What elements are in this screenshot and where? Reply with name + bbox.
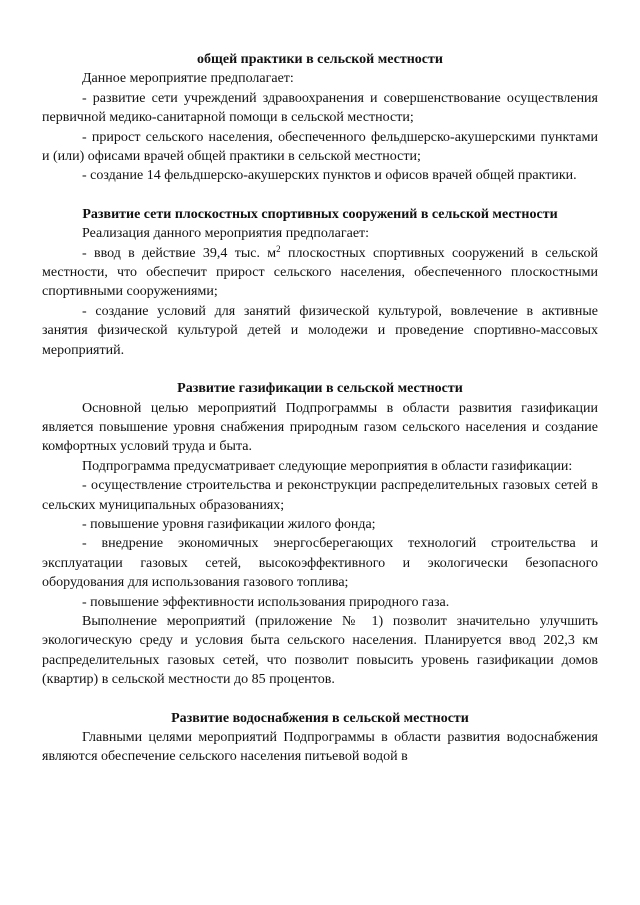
paragraph: Выполнение мероприятий (приложение № 1) позволит значительно улучшить экологическую среду и условия быта сельского населения. Планируется ввод 202,3 км распределительных газовых сетей, что позволит повысить уровень газификации домов (квартир) в сельской местности до 85 процентов. — [42, 613, 598, 688]
paragraph: Реализация данного мероприятия предполагает: — [82, 226, 370, 242]
list-item: - прирост сельского населения, обеспеченного фельдшерско-акушерскими пунктами и (или) офисами врачей общей практики в сельской местности; — [42, 129, 598, 165]
item-text: плоскостных спортивных сооружений в сельской местности, что обеспечит прирост сельского населения, обеспеченного плоскостными спортивными сооружениями; — [42, 245, 598, 300]
paragraph: Главными целями мероприятий Подпрограммы в области развития водоснабжения являются обеспечение сельского населения питьевой водой в — [42, 730, 598, 765]
list-item: - создание 14 фельдшерско-акушерских пунктов и офисов врачей общей практики. — [82, 168, 577, 184]
item-text: - ввод в действие 39,4 тыс. м — [82, 245, 277, 261]
paragraph: Подпрограмма предусматривает следующие мероприятия в области газификации: — [82, 458, 573, 474]
list-item: - повышение уровня газификации жилого фонда; — [82, 516, 376, 532]
list-item: - осуществление строительства и реконструкции распределительных газовых сетей в сельских муниципальных образованиях; — [42, 478, 598, 513]
section-heading-sports: Развитие сети плоскостных спортивных сооружений в сельской местности — [82, 206, 558, 222]
list-item — [42, 244, 598, 302]
section-heading-health: общей практики в сельской местности — [197, 52, 443, 67]
paragraph: Данное мероприятие предполагает: — [82, 71, 294, 87]
list-item: - повышение эффективности использования природного газа. — [82, 594, 450, 610]
section-heading-water: Развитие водоснабжения в сельской местности — [171, 710, 469, 726]
superscript: 2 — [276, 243, 281, 254]
list-item: - создание условий для занятий физической культурой, вовлечение в активные занятия физической культурой детей и молодежи и проведение спортивно-массовых мероприятий. — [42, 303, 598, 358]
paragraph: Основной целью мероприятий Подпрограммы в области развития газификации является повышение уровня снабжения природным газом сельского населения и создание комфортных условий труда и быта. — [42, 400, 598, 455]
section-spacer — [42, 186, 598, 205]
section-spacer — [42, 690, 598, 709]
list-item: - внедрение экономичных энергосберегающих технологий строительства и эксплуатации газовых сетей, высокоэффективного и экологически безопасного оборудования для использования газового топлива; — [42, 536, 598, 591]
list-item: - развитие сети учреждений здравоохранения и совершенствование осуществления первичной медико-санитарной помощи в сельской местности; — [42, 90, 598, 126]
section-heading-gas: Развитие газификации в сельской местности — [177, 381, 463, 397]
section-spacer — [42, 360, 598, 379]
